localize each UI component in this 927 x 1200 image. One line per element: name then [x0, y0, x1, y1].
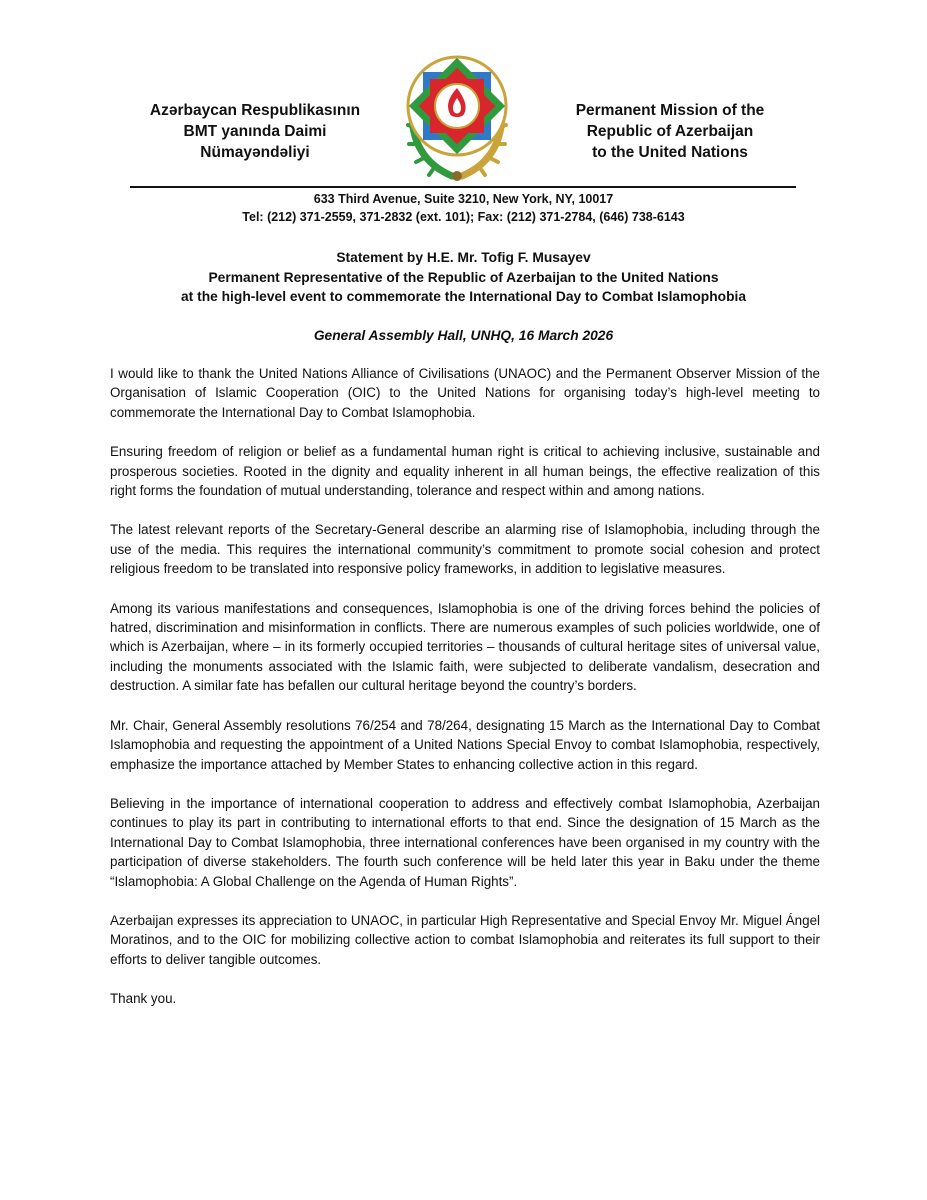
paragraph: Azerbaijan expresses its appreciation to UNAOC, in particular High Representative and Special Envoy Mr. Miguel Ángel Moratinos, and to the OIC for mobilizing collective action to combat Islamophobia and reiterates its full support to their efforts to deliver tangible outcomes. [110, 912, 820, 967]
letterhead-azerbaijani [125, 100, 385, 163]
contact-line: Tel: (212) 371-2559, 371-2832 (ext. 101); Fax: (212) 371-2784, (646) 738-6143 [242, 210, 685, 224]
letterhead-right-line: to the United Nations [592, 144, 748, 161]
letterhead-left-line: BMT yanında Daimi [183, 123, 327, 140]
heading-event: at the high-level event to commemorate the International Day to Combat Islamophobia [181, 289, 746, 304]
paragraph: Mr. Chair, General Assembly resolutions 76/254 and 78/264, designating 15 March as the International Day to Combat Islamophobia and requesting the appointment of a United Nations Special Envoy to combat Islamophobia, respectively, emphasize the importance attached by Member States to enhancing collective action in this regard. [110, 717, 820, 772]
address-line: 633 Third Avenue, Suite 3210, New York, NY, 10017 [313, 192, 614, 206]
closing: Thank you. [110, 991, 177, 1007]
state-emblem-icon [392, 48, 522, 186]
paragraph: Among its various manifestations and consequences, Islamophobia is one of the driving forces behind the policies of hatred, discrimination and misinformation in conflicts. There are numerous examples of such policies worldwide, one of which is Azerbaijan, where – in its formerly occupied territories – thousands of cultural heritage sites of universal value, including the monuments associated with the Islamic faith, were subjected to deliberate vandalism, desecration and destruction. A similar fate has befallen our cultural heritage beyond the country’s borders. [110, 600, 820, 694]
heading-speaker: Statement by H.E. Mr. Tofig F. Musayev [336, 250, 591, 265]
paragraph: Believing in the importance of international cooperation to address and effectively combat Islamophobia, Azerbaijan continues to play its part in contributing to international efforts to that end. Since the designation of 15 March as the International Day to Combat Islamophobia, three international conferences have been organised in my country with the participation of diverse stakeholders. The fourth such conference will be held later this year in Baku under the theme “Islamophobia: A Global Challenge on the Agenda of Human Rights”. [110, 795, 820, 889]
letterhead-left-line: Nümayəndəliyi [200, 144, 310, 161]
heading-title: Permanent Representative of the Republic of Azerbaijan to the United Nations [208, 269, 719, 285]
letterhead-english [540, 100, 800, 163]
letterhead-left-line: Azərbaycan Respublikasının [149, 102, 361, 119]
statement-heading [0, 248, 927, 307]
letterhead-right-line: Permanent Mission of the [575, 102, 765, 119]
venue-date: General Assembly Hall, UNHQ, 16 March 2026 [313, 328, 614, 343]
statement-body [110, 364, 820, 1029]
paragraph: Ensuring freedom of religion or belief as a fundamental human right is critical to achieving inclusive, sustainable and prosperous societies. Rooted in the dignity and equality inherent in all human beings, the effective realization of this right forms the foundation of mutual understanding, tolerance and respect within and among nations. [110, 444, 820, 499]
paragraph: The latest relevant reports of the Secretary-General describe an alarming rise of Islamophobia, including through the use of the media. This requires the international community’s commitment to promote social cohesion and protect religious freedom to be translated into responsive policy frameworks, in addition to legislative measures. [110, 522, 820, 577]
letterhead-divider [130, 186, 796, 188]
letterhead-right-line: Republic of Azerbaijan [586, 123, 754, 140]
paragraph: I would like to thank the United Nations Alliance of Civilisations (UNAOC) and the Permanent Observer Mission of the Organisation of Islamic Cooperation (OIC) to the United Nations for organising today’s high-level meeting to commemorate the International Day to Combat Islamophobia. [110, 366, 820, 420]
address-block [0, 190, 927, 226]
